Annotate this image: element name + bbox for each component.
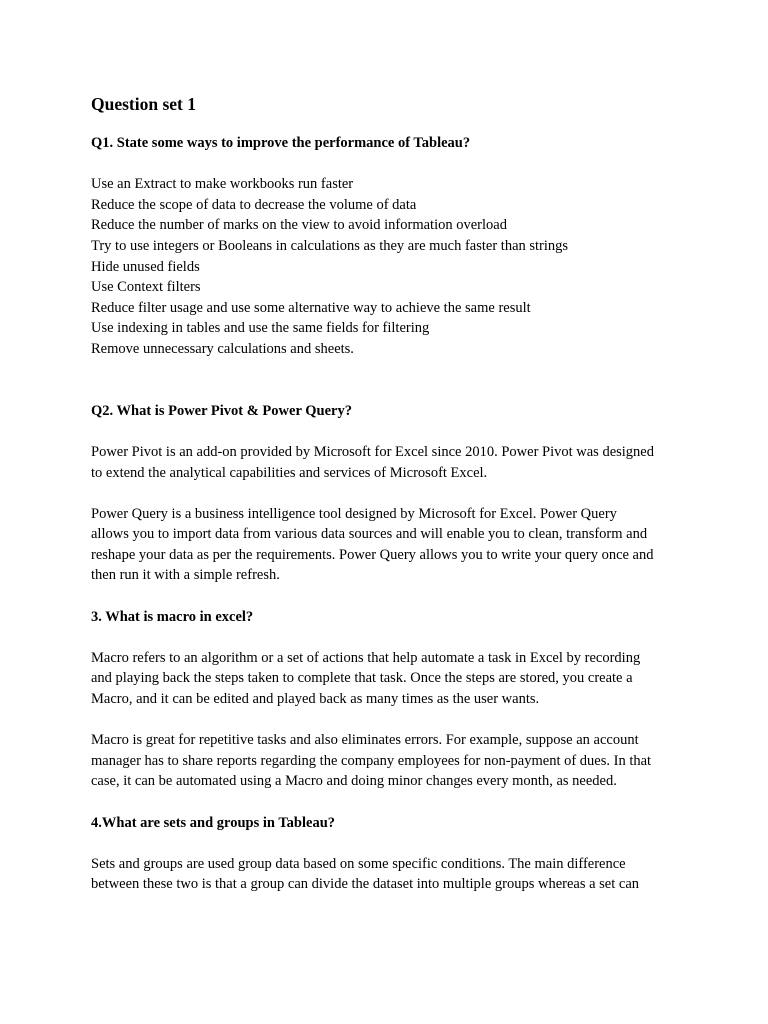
q1-item: Try to use integers or Booleans in calculations as they are much faster than strings bbox=[91, 237, 569, 254]
q2-paragraph-2 bbox=[91, 504, 691, 586]
paragraph-line: allows you to import data from various data sources and will enable you to clean, transform and bbox=[91, 526, 648, 543]
paragraph-line: Macro refers to an algorithm or a set of actions that help automate a task in Excel by recording bbox=[91, 649, 641, 666]
paragraph-line: Sets and groups are used group data based on some specific conditions. The main difference bbox=[91, 855, 626, 872]
q1-item: Remove unnecessary calculations and sheets. bbox=[91, 340, 354, 357]
paragraph-line: reshape your data as per the requirements. Power Query allows you to write your query once and bbox=[91, 546, 654, 563]
q1-item: Reduce the number of marks on the view to avoid information overload bbox=[91, 217, 507, 234]
q2-title: Q2. What is Power Pivot & Power Query? bbox=[91, 402, 352, 419]
paragraph-line: then run it with a simple refresh. bbox=[91, 567, 280, 584]
q3-paragraph-1 bbox=[91, 648, 691, 710]
q1-item: Reduce filter usage and use some alternative way to achieve the same result bbox=[91, 299, 531, 316]
q2-paragraph-1 bbox=[91, 442, 691, 483]
paragraph-line: Power Pivot is an add-on provided by Microsoft for Excel since 2010. Power Pivot was designed bbox=[91, 443, 654, 460]
paragraph-line: Power Query is a business intelligence tool designed by Microsoft for Excel. Power Query bbox=[91, 505, 617, 522]
paragraph-line: between these two is that a group can divide the dataset into multiple groups whereas a set can bbox=[91, 876, 640, 893]
q1-item: Use Context filters bbox=[91, 279, 201, 296]
paragraph-line: manager has to share reports regarding the company employees for non-payment of dues. In that bbox=[91, 752, 652, 769]
q1-item: Hide unused fields bbox=[91, 258, 200, 275]
q1-title: Q1. State some ways to improve the performance of Tableau? bbox=[91, 135, 471, 151]
question-set-title: Question set 1 bbox=[91, 94, 196, 114]
q1-item: Reduce the scope of data to decrease the volume of data bbox=[91, 196, 417, 213]
q1-item: Use indexing in tables and use the same fields for filtering bbox=[91, 320, 430, 337]
q4-paragraph-1 bbox=[91, 854, 691, 895]
paragraph-line: case, it can be automated using a Macro and doing minor changes every month, as needed. bbox=[91, 773, 617, 790]
paragraph-line: to extend the analytical capabilities and services of Microsoft Excel. bbox=[91, 464, 488, 481]
q3-paragraph-2 bbox=[91, 730, 691, 792]
paragraph-line: Macro, and it can be edited and played back as many times as the user wants. bbox=[91, 691, 540, 708]
q3-title: 3. What is macro in excel? bbox=[91, 608, 254, 625]
q1-item: Use an Extract to make workbooks run faster bbox=[91, 176, 354, 193]
q1-list bbox=[91, 174, 691, 359]
document-content bbox=[91, 92, 691, 895]
paragraph-line: Macro is great for repetitive tasks and also eliminates errors. For example, suppose an account bbox=[91, 732, 639, 749]
q4-title: 4.What are sets and groups in Tableau? bbox=[91, 814, 336, 831]
paragraph-line: and playing back the steps taken to complete that task. Once the steps are stored, you create a bbox=[91, 670, 633, 687]
